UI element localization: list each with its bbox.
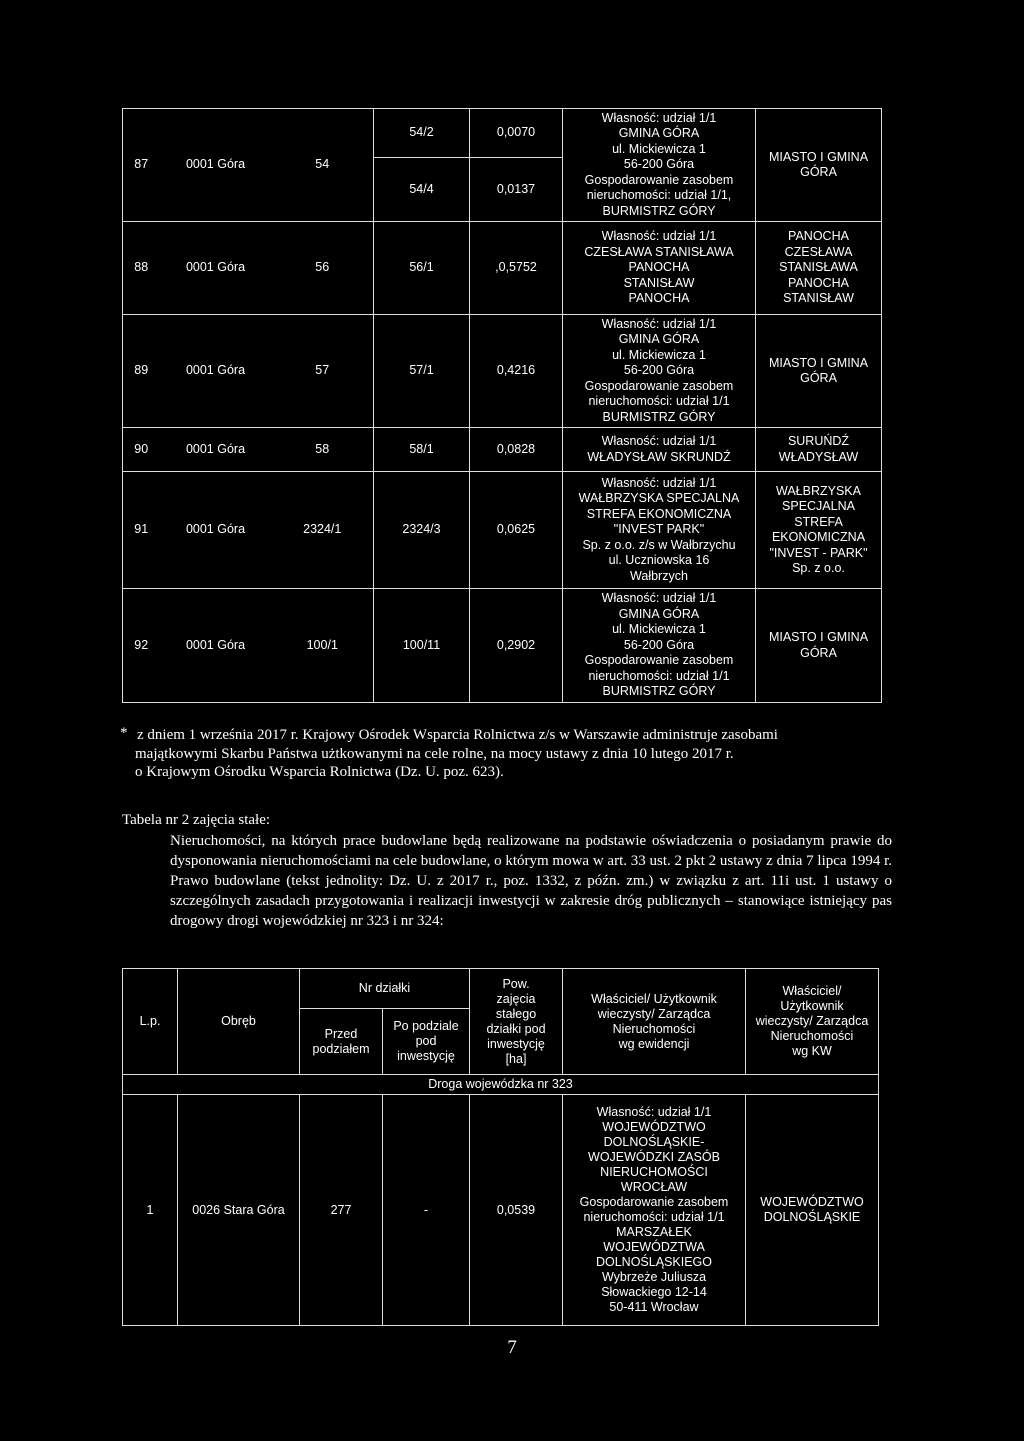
owner-kw-cell (756, 315, 882, 428)
area-cell: 0,4216 (470, 315, 563, 428)
owner-line: "INVEST PARK" (613, 522, 705, 537)
section-heading (122, 810, 892, 931)
owner-kw-line: MIASTO I GMINA (768, 630, 869, 644)
owner-line: 50-411 Wrocław (609, 1300, 699, 1314)
owner-kw-line: STANISŁAW (783, 291, 854, 306)
owner-line: MARSZAŁEK (616, 1225, 692, 1239)
owner-kw-cell (756, 109, 882, 222)
precinct-cell: 0001 Góra (160, 428, 272, 472)
owner-line: WOJEWÓDZKI ZASÓB (588, 1150, 720, 1164)
owner-cell (563, 589, 756, 703)
owner-line: WOJEWÓDZTWO (602, 1120, 706, 1134)
header-parcel-number: Nr działki (300, 969, 470, 1009)
parcel-before-cell: 100/1 (272, 589, 374, 703)
header-after-division: Po podziale pod inwestycję (383, 1009, 470, 1075)
owner-line: Własność: udział 1/1 (596, 1105, 712, 1119)
owner-cell (563, 222, 756, 315)
owner-kw-line: STANISŁAWA (779, 260, 858, 275)
parcel-after-cell: 54/2 (374, 109, 470, 158)
owner-kw-cell (746, 1095, 879, 1326)
parcel-after-cell: 58/1 (374, 428, 470, 472)
owner-kw-line: CZESŁAWA (784, 244, 853, 259)
owner-kw-line: WŁADYSŁAW (778, 449, 859, 464)
owner-kw-line: MIASTO I GMINA (768, 149, 869, 164)
owner-kw-line: STREFA (794, 514, 843, 529)
owner-line: WŁADYSŁAW SKRUNDŹ (587, 449, 731, 464)
owner-line: WROCŁAW (620, 1180, 688, 1194)
precinct-cell: 0001 Góra (160, 315, 272, 428)
owner-kw-line: DOLNOŚLĄSKIE (763, 1210, 861, 1224)
owner-line: GMINA GÓRA (618, 126, 700, 141)
row-number: 87 (123, 109, 160, 222)
owner-line: Gospodarowanie zasobem (584, 653, 734, 668)
row-number: 92 (123, 589, 160, 703)
header-owner-kw: Właściciel/ Użytkownik wieczysty/ Zarządca Nieruchomości wg KW (746, 969, 879, 1075)
owner-line: PANOCHA (628, 260, 690, 275)
area-cell: 0,0137 (470, 158, 563, 222)
row-number: 88 (123, 222, 160, 315)
owner-line: Gospodarowanie zasobem (584, 172, 734, 187)
owner-kw-cell (756, 472, 882, 589)
owner-kw-line: "INVEST - PARK" (769, 545, 868, 560)
owner-line: nieruchomości: udział 1/1 (588, 394, 730, 409)
owner-cell (563, 472, 756, 589)
parcel-after-cell: 56/1 (374, 222, 470, 315)
owner-cell (563, 428, 756, 472)
owner-line: 56-200 Góra (623, 637, 695, 652)
header-lp: L.p. (123, 969, 178, 1075)
owner-kw-line: WOJEWÓDZTWO (760, 1195, 864, 1209)
footnote-marker: * (120, 725, 128, 741)
footnote-line: z dniem 1 września 2017 r. Krajowy Ośrodek Wsparcia Rolnictwa z/s w Warszawie administruje zasobami (137, 727, 778, 743)
owner-cell (563, 315, 756, 428)
owner-line: WOJEWÓDZTWA (603, 1240, 705, 1254)
owner-kw-line: WAŁBRZYSKA (776, 483, 861, 498)
owner-line: Wałbrzych (630, 568, 688, 583)
owner-line: Słowackiego 12-14 (601, 1285, 707, 1299)
parcel-before-cell: 57 (272, 315, 374, 428)
owner-kw-line: SURUŃDŹ (787, 434, 850, 448)
owner-line: Sp. z o.o. z/s w Wałbrzychu (582, 537, 736, 552)
header-precinct: Obręb (178, 969, 300, 1075)
owner-line: Własność: udział 1/1 (601, 475, 717, 490)
table-title: Tabela nr 2 zajęcia stałe: (122, 812, 271, 828)
area-cell: 0,2902 (470, 589, 563, 703)
parcel-after-cell: - (383, 1095, 470, 1326)
footnote-line: majątkowymi Skarbu Państwa użtkowanymi na cele rolne, na mocy ustawy z dnia 10 lutego 2017 r. (135, 745, 734, 762)
owner-line: Własność: udział 1/1 (601, 434, 717, 448)
owner-line: STANISŁAW (623, 275, 695, 290)
area-cell: 0,0828 (470, 428, 563, 472)
owner-cell (563, 109, 756, 222)
owner-line: 56-200 Góra (623, 157, 695, 172)
owner-line: nieruchomości: udział 1/1 (583, 1210, 725, 1224)
owner-kw-line: PANOCHA (788, 229, 849, 244)
owner-line: Własność: udział 1/1 (601, 591, 717, 606)
owner-line: Gospodarowanie zasobem (579, 1195, 729, 1209)
owner-kw-line: SPECJALNA (782, 499, 855, 513)
owner-line: Gospodarowanie zasobem (584, 378, 734, 393)
row-number: 89 (123, 315, 160, 428)
footnote-line: o Krajowym Ośrodku Wsparcia Rolnictwa (Dz. U. poz. 623). (135, 764, 504, 780)
page-number: 7 (507, 1337, 517, 1358)
owner-line: Wybrzeże Juliusza (601, 1270, 707, 1284)
owner-line: NIERUCHOMOŚCI (600, 1165, 708, 1179)
owner-kw-line: Sp. z o.o. (792, 561, 845, 575)
precinct-cell: 0026 Stara Góra (178, 1095, 300, 1326)
owner-line: BURMISTRZ GÓRY (602, 203, 716, 218)
owner-line: GMINA GÓRA (618, 332, 700, 347)
parcel-after-cell: 2324/3 (374, 472, 470, 589)
parcel-before-cell: 56 (272, 222, 374, 315)
owner-line: nieruchomości: udział 1/1 (588, 668, 730, 683)
parcel-after-cell: 57/1 (374, 315, 470, 428)
owner-kw-cell (756, 589, 882, 703)
precinct-cell: 0001 Góra (160, 222, 272, 315)
parcel-before-cell: 54 (272, 109, 374, 222)
parcel-after-cell: 54/4 (374, 158, 470, 222)
owner-line: BURMISTRZ GÓRY (602, 409, 716, 424)
owner-line: GMINA GÓRA (618, 606, 700, 621)
owner-kw-line: EKONOMICZNA (771, 530, 866, 544)
owner-line: 56-200 Góra (623, 363, 695, 378)
owner-line: ul. Mickiewicza 1 (612, 622, 706, 637)
row-number: 90 (123, 428, 160, 472)
area-cell: ,0,5752 (470, 222, 563, 315)
parcel-before-cell: 2324/1 (272, 472, 374, 589)
owner-line: ul. Uczniowska 16 (608, 553, 710, 568)
owner-line: DOLNOŚLĄSKIE- (603, 1135, 705, 1149)
road-section-label: Droga wojewódzka nr 323 (123, 1075, 879, 1095)
owner-kw-cell (756, 428, 882, 472)
precinct-cell: 0001 Góra (160, 109, 272, 222)
row-number: 1 (123, 1095, 178, 1326)
parcel-table-1 (122, 108, 882, 703)
owner-line: ul. Mickiewicza 1 (612, 141, 706, 156)
owner-line: Własność: udział 1/1 (601, 229, 717, 244)
owner-line: BURMISTRZ GÓRY (602, 684, 716, 699)
header-owner-registry: Właściciel/ Użytkownik wieczysty/ Zarządca Nieruchomości wg ewidencji (563, 969, 746, 1075)
owner-line: CZESŁAWA STANISŁAWA (584, 244, 734, 259)
footnote (120, 726, 888, 782)
header-before-division: Przed podziałem (300, 1009, 383, 1075)
table-description: Nieruchomości, na których prace budowlane będą realizowane na podstawie oświadczenia o posiadanym prawie do dysponowania nieruchomościami na cele budowlane, o którym mowa w art. 33 ust. 2 pkt 2 ustawy z dnia 7 lipca 1994 r. Prawo budowlane (tekst jednolity: Dz. U. z 2017 r., poz. 1332, z późn. zm.) w związku z art. 11i ust. 1 ustawy o szczególnych zasadach przygotowania i realizacji inwestycji w zakresie dróg publicznych – stanowiące istniejący pas drogowy drogi wojewódzkiej nr 323 i nr 324: (170, 833, 892, 929)
owner-line: STREFA EKONOMICZNA (586, 506, 732, 521)
owner-line: Własność: udział 1/1 (601, 110, 717, 125)
area-cell: 0,0070 (470, 109, 563, 158)
parcel-table-2 (122, 968, 879, 1326)
owner-kw-line: GÓRA (800, 371, 837, 385)
owner-line: PANOCHA (628, 291, 690, 306)
owner-line: DOLNOŚLĄSKIEGO (595, 1255, 712, 1269)
owner-kw-line: GÓRA (800, 645, 837, 660)
owner-line: nieruchomości: udział 1/1, (586, 188, 732, 203)
precinct-cell: 0001 Góra (160, 589, 272, 703)
header-area: Pow. zajęcia stałego działki pod inwestycję [ha] (470, 969, 563, 1075)
parcel-before-cell: 58 (272, 428, 374, 472)
owner-kw-cell (756, 222, 882, 315)
row-number: 91 (123, 472, 160, 589)
area-cell: 0,0625 (470, 472, 563, 589)
owner-cell (563, 1095, 746, 1326)
parcel-after-cell: 100/11 (374, 589, 470, 703)
area-cell: 0,0539 (470, 1095, 563, 1326)
owner-kw-line: GÓRA (800, 165, 837, 179)
precinct-cell: 0001 Góra (160, 472, 272, 589)
owner-kw-line: PANOCHA (788, 275, 849, 290)
owner-line: Własność: udział 1/1 (601, 316, 717, 331)
owner-line: WAŁBRZYSKA SPECJALNA (578, 491, 740, 506)
owner-line: ul. Mickiewicza 1 (612, 347, 706, 362)
owner-kw-line: MIASTO I GMINA (768, 355, 869, 370)
parcel-before-cell: 277 (300, 1095, 383, 1326)
